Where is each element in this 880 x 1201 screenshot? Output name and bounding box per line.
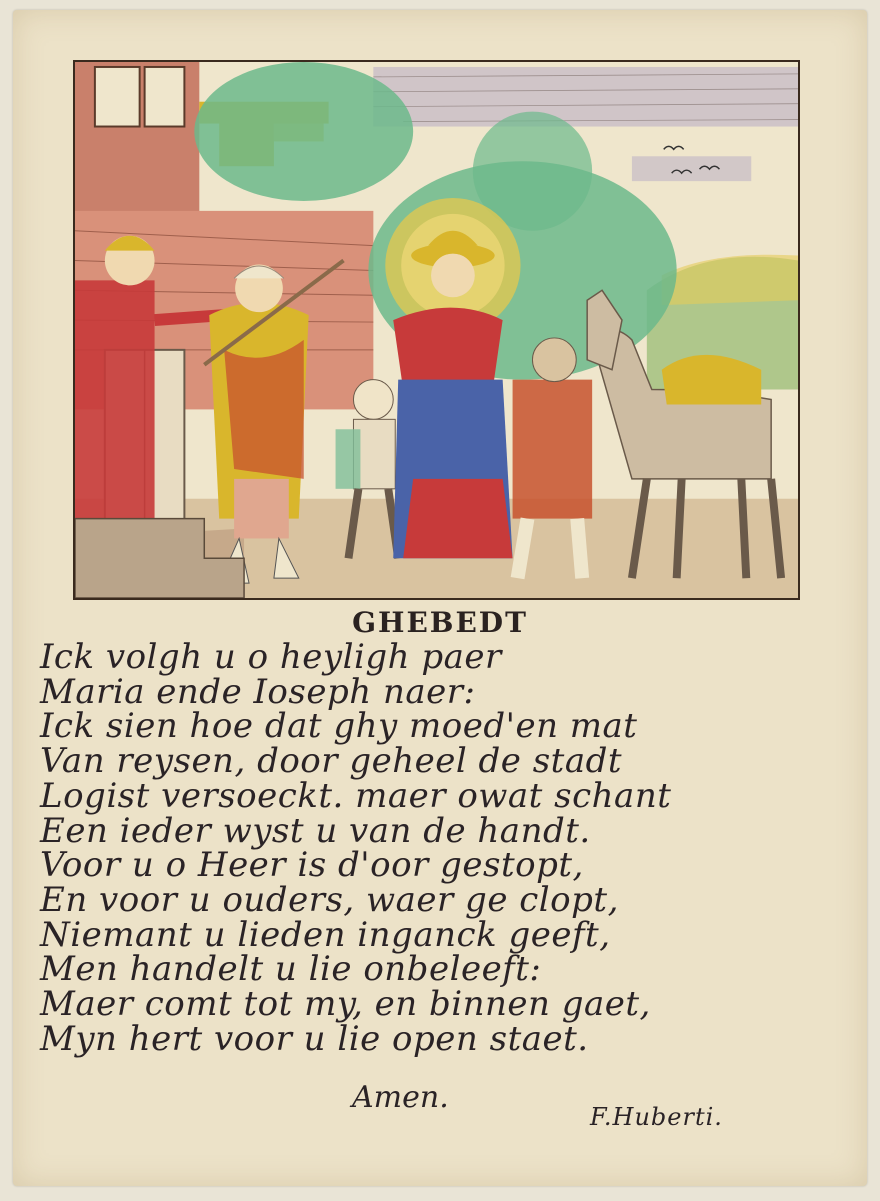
prayer-title: GHEBEDT [352, 606, 528, 639]
closing-amen: Amen. [352, 1080, 449, 1115]
verse-line: Men handelt u lie onbeleeft: [40, 949, 542, 990]
verse-line: Ick volgh u o heyligh paer [40, 637, 502, 677]
holy-family-illustration [73, 60, 800, 600]
verse-line: Maer comt tot my, en binnen gaet, [40, 984, 651, 1025]
verse-line: Een ieder wyst u van de handt. [40, 810, 591, 851]
verse-line: Voor u o Heer is d'oor gestopt, [40, 845, 584, 886]
verse-line: Myn hert voor u lie open staet. [40, 1018, 589, 1059]
verse-line: Van reysen, door geheel de stadt [40, 741, 623, 782]
verse-line: Ick sien hoe dat ghy moed'en mat [40, 706, 638, 747]
engraver-signature: F.Huberti. [590, 1103, 723, 1131]
engraving-image [75, 62, 798, 598]
verse-line: Logist versoeckt. maer owat schant [40, 775, 672, 816]
verse-line: Niemant u lieden inganck geeft, [40, 914, 611, 955]
verse-line: Maria ende Ioseph naer: [40, 671, 476, 712]
verse-line: En voor u ouders, waer ge clopt, [40, 879, 619, 920]
prayer-verse [40, 637, 840, 1059]
